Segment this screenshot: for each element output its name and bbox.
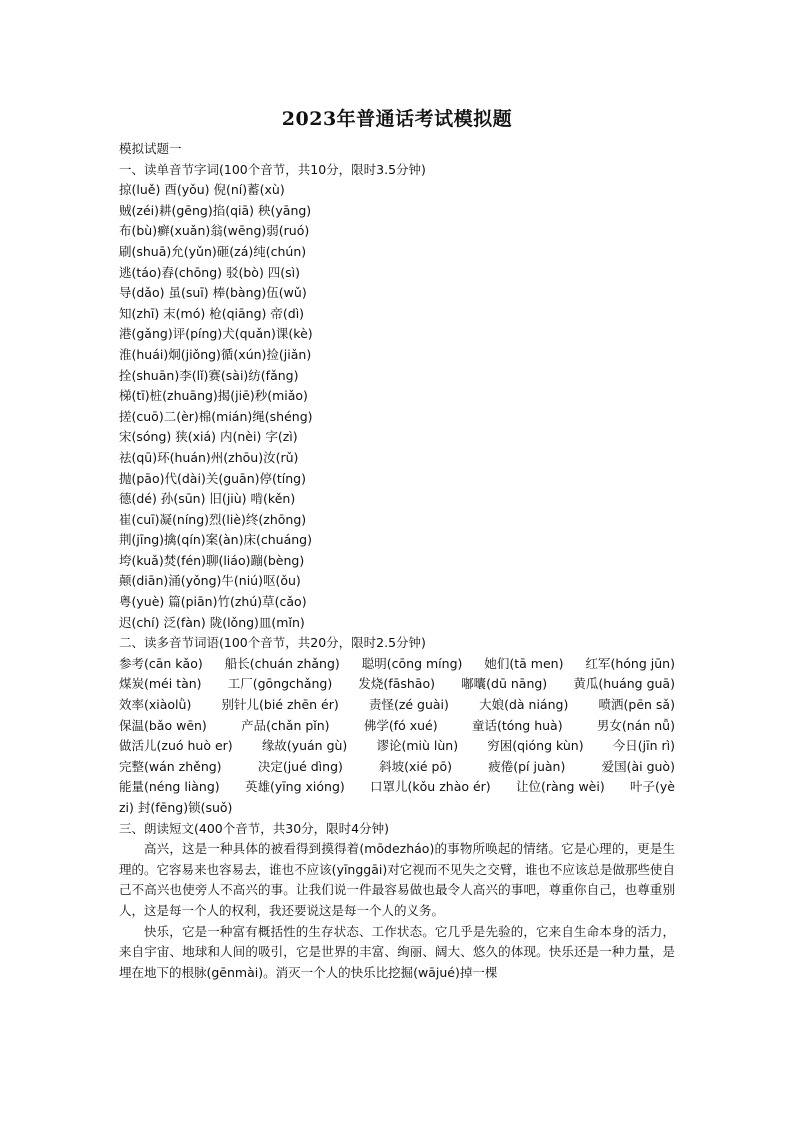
word-row	[119, 736, 675, 757]
word-item: 喷洒(pēn sǎ)	[598, 697, 675, 713]
word-row	[119, 777, 675, 798]
word-item: 红军(hóng jūn)	[585, 655, 675, 671]
section-3-heading: 三、朗读短文(400个音节，共30分，限时4分钟)	[119, 820, 389, 836]
document-body	[119, 139, 675, 983]
char-row: 布(bù)癣(xuǎn)翁(wēng)弱(ruó)	[119, 223, 310, 239]
word-item: 叶子(yè	[630, 779, 675, 795]
word-item: 口罩儿(kǒu zhào ér)	[370, 779, 491, 795]
word-item: 完整(wán zhěng)	[119, 758, 222, 774]
word-item: 别针儿(bié zhēn ér)	[221, 697, 339, 713]
char-row: 宋(sóng) 狭(xiá) 内(nèi) 字(zì)	[119, 429, 298, 445]
char-row: 掠(luě) 酉(yǒu) 倪(ní)蓄(xù)	[119, 182, 285, 198]
char-row: 导(dǎo) 虽(suī) 棒(bàng)伍(wǔ)	[119, 285, 307, 301]
section-2-list	[119, 654, 675, 819]
word-item: 今日(jīn rì)	[612, 738, 675, 754]
page-title: 2023年普通话考试模拟题	[281, 108, 513, 130]
word-item: 大娘(dà niáng)	[479, 697, 569, 713]
word-item: 爱国(ài guò)	[601, 758, 675, 774]
word-item: 发烧(fāshāo)	[358, 676, 435, 692]
char-row: 逃(táo)舂(chōng) 驳(bò) 四(sì)	[119, 264, 301, 280]
word-item: 黄瓜(huáng guā)	[573, 676, 675, 692]
word-row	[119, 674, 675, 695]
char-row: 贼(zéi)耕(gēng)掐(qiā) 秧(yāng)	[119, 202, 312, 218]
word-item: 船长(chuán zhǎng)	[224, 655, 340, 671]
word-item: 效率(xiàolǜ)	[119, 697, 192, 713]
char-row: 拴(shuān)李(lǐ)赛(sài)纺(fǎng)	[119, 367, 299, 383]
word-item: 缘故(yuán gù)	[261, 738, 348, 754]
char-row: 荆(jīng)擒(qín)案(àn)床(chuáng)	[119, 532, 312, 548]
section-1-heading: 一、读单音节字词(100个音节，共10分，限时3.5分钟)	[119, 161, 426, 177]
char-row: 祛(qū)环(huán)州(zhōu)汝(rǔ)	[119, 449, 299, 465]
char-row: 港(gǎng)评(píng)犬(quǎn)课(kè)	[119, 326, 313, 342]
exam-label: 模拟试题一	[119, 141, 182, 156]
char-row: 搓(cuō)二(èr)棉(mián)绳(shéng)	[119, 408, 313, 424]
word-item: 做活儿(zuó huò er)	[119, 738, 233, 754]
word-item: 斜坡(xié pō)	[379, 758, 452, 774]
word-item: 佛学(fó xué)	[363, 717, 438, 733]
word-item: 产品(chǎn pǐn)	[241, 717, 330, 733]
word-item: 英雄(yīng xióng)	[244, 779, 345, 795]
word-item: 穷困(qióng kùn)	[487, 738, 584, 754]
word-item: 参考(cān kǎo)	[119, 655, 203, 671]
char-row: 刷(shuā)允(yǔn)砸(zá)纯(chún)	[119, 243, 307, 259]
char-row: 垮(kuǎ)焚(fén)聊(liáo)蹦(bèng)	[119, 552, 305, 568]
word-row	[119, 757, 675, 778]
word-row	[119, 695, 675, 716]
word-row	[119, 716, 675, 737]
section-1-list	[119, 180, 675, 633]
reading-paragraph-1: 高兴，这是一种具体的被看得到摸得着(mōdezháo)的事物所唤起的情绪。它是心理的，更是生理的。它容易来也容易去，谁也不应该(yīnggāi)对它视而不见失之交臂，谁也不应该总是做那些使自己不高兴也使旁人不高兴的事。让我们说一件最容易做也最令人高兴的事吧，尊重你自己，也尊重别人，这是每一个人的权利，我还要说这是每一个人的义务。	[119, 841, 675, 918]
word-item: 能量(néng liàng)	[119, 779, 220, 795]
char-row: 淮(huái)炯(jiǒng)循(xún)捡(jiǎn)	[119, 346, 312, 362]
char-row: 德(dé) 孙(sūn) 旧(jiù) 啃(kěn)	[119, 491, 296, 507]
word-item: 嘟囔(dū nāng)	[461, 676, 548, 692]
word-item: 谬论(miù lùn)	[376, 738, 459, 754]
word-item: 工厂(gōngchǎng)	[227, 676, 333, 692]
reading-paragraph-2: 快乐，它是一种富有概括性的生存状态、工作状态。它几乎是先验的，它来自生命本身的活力，来自宇宙、地球和人间的吸引，它是世界的丰富、绚丽、阔大、悠久的体现。快乐还是一种力量，是埋在地下的根脉(gēnmài)。消灭一个人的快乐比挖掘(wājué)掉一棵	[119, 923, 675, 980]
char-row: 迟(chí) 泛(fàn) 陇(lǒng)皿(mǐn)	[119, 614, 305, 630]
word-item: 她们(tā men)	[484, 655, 564, 671]
word-item: 让位(ràng wèi)	[515, 779, 605, 795]
char-row: 抛(pāo)代(dài)关(guān)停(tíng)	[119, 470, 306, 486]
word-item: 煤炭(méi tàn)	[119, 676, 202, 692]
char-row: 知(zhī) 末(mó) 枪(qiāng) 帝(dì)	[119, 305, 305, 321]
word-row	[119, 654, 675, 675]
word-item: 决定(jué dìng)	[257, 758, 343, 774]
word-item: 聪明(cōng míng)	[361, 655, 463, 671]
char-row: 崔(cuī)凝(níng)烈(liè)终(zhōng)	[119, 511, 307, 527]
word-item: 疲倦(pí juàn)	[488, 758, 566, 774]
word-item: 男女(nán nǚ)	[596, 717, 675, 733]
word-item: 保温(bǎo wēn)	[119, 717, 207, 733]
word-item: 童话(tóng huà)	[471, 717, 563, 733]
char-row: 粤(yuè) 篇(piān)竹(zhú)草(cǎo)	[119, 594, 307, 610]
word-item: 责怪(zé guài)	[368, 697, 449, 713]
word-row-tail: zi) 封(fēng)锁(suǒ)	[119, 800, 233, 815]
section-2-heading: 二、读多音节词语(100个音节，共20分，限时2.5分钟)	[119, 635, 426, 651]
char-row: 颠(diān)涌(yǒng)牛(niú)呕(ǒu)	[119, 573, 301, 589]
char-row: 梯(tī)桩(zhuāng)揭(jiē)秒(miǎo)	[119, 388, 308, 404]
